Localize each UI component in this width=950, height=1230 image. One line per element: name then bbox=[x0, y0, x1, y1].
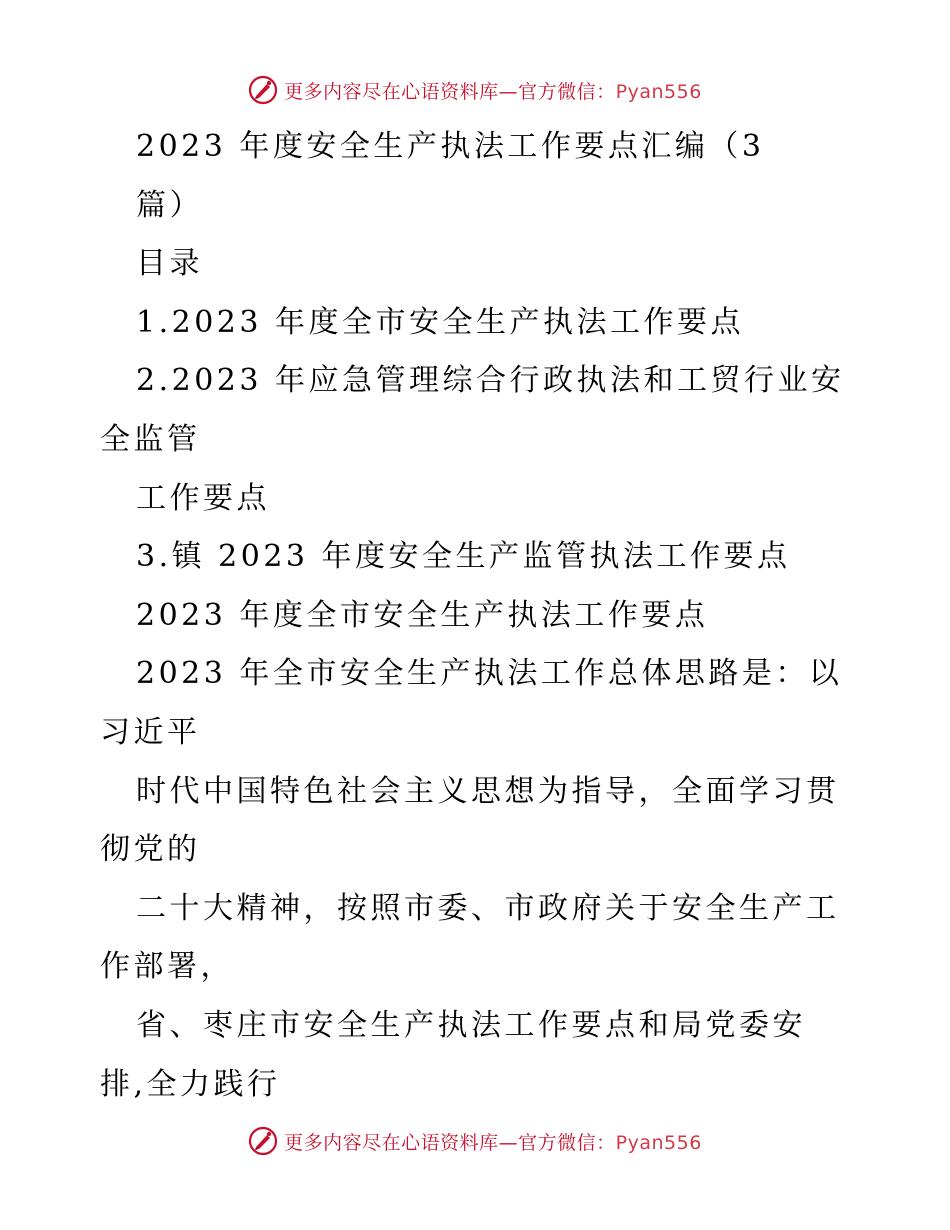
watermark-wechat-id: Pyan556 bbox=[615, 80, 702, 103]
paragraph-line: 工作要点 bbox=[136, 480, 270, 516]
paragraph-line-continuation: 彻党的 bbox=[100, 832, 201, 868]
paragraph-line: 3.镇 2023 年度安全生产监管执法工作要点 bbox=[136, 539, 791, 575]
paragraph-line-continuation: 习近平 bbox=[100, 715, 201, 750]
watermark-text bbox=[284, 1128, 702, 1155]
watermark-label: 更多内容尽在心语资料库—官方微信： bbox=[284, 1131, 616, 1154]
paragraph-line: 2023 年度全市安全生产执法工作要点 bbox=[136, 597, 709, 633]
paragraph-line: 1.2023 年度全市安全生产执法工作要点 bbox=[136, 304, 745, 340]
paragraph-line: 时代中国特色社会主义思想为指导，全面学习贯 bbox=[136, 773, 840, 809]
watermark-label: 更多内容尽在心语资料库—官方微信： bbox=[284, 80, 616, 103]
header-watermark bbox=[0, 72, 950, 108]
red-pen-logo-icon bbox=[248, 1126, 278, 1156]
watermark-group bbox=[248, 75, 702, 105]
paragraph-line: 省、枣庄市安全生产执法工作要点和局党委安 bbox=[136, 1008, 806, 1043]
watermark-group bbox=[248, 1126, 702, 1156]
paragraph-line: 2.2023 年应急管理综合行政执法和工贸行业安 bbox=[136, 363, 845, 399]
paragraph-line: 二十大精神，按照市委、市政府关于安全生产工 bbox=[136, 890, 840, 926]
paragraph-line: 篇） bbox=[136, 187, 203, 223]
paragraph-line-continuation: 作部署， bbox=[100, 949, 234, 985]
red-pen-logo-icon bbox=[248, 75, 278, 105]
watermark-wechat-id: Pyan556 bbox=[615, 1131, 702, 1154]
paragraph-line-continuation: 全监管 bbox=[100, 422, 201, 457]
watermark-text bbox=[284, 77, 702, 104]
paragraph-line: 目录 bbox=[136, 246, 203, 282]
paragraph-line: 2023 年全市安全生产执法工作总体思路是：以 bbox=[136, 656, 843, 692]
paragraph-line-continuation: 排,全力践行 bbox=[100, 1066, 281, 1102]
footer-watermark bbox=[0, 1123, 950, 1159]
paragraph-line: 2023 年度安全生产执法工作要点汇编（3 bbox=[136, 129, 765, 164]
